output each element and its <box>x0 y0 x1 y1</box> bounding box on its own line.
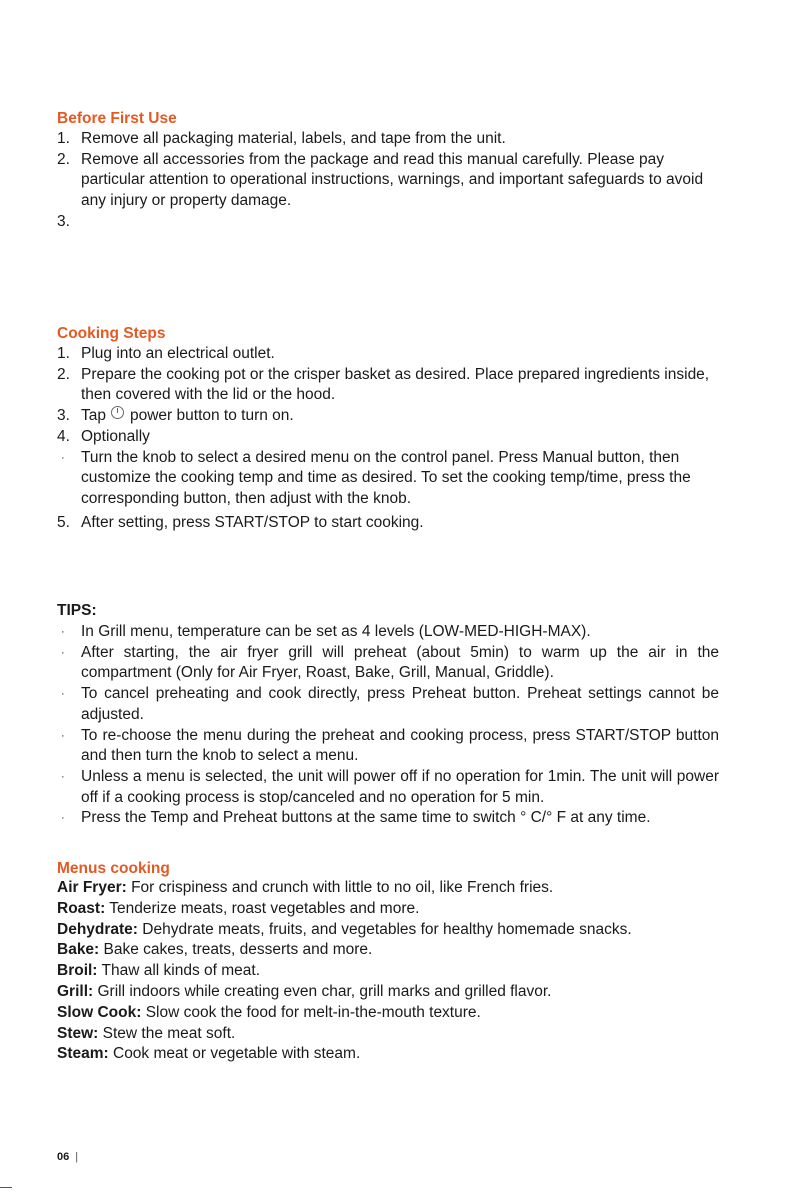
menu-desc: Tenderize meats, roast vegetables and more. <box>105 899 420 917</box>
item-number: 3. <box>57 212 70 230</box>
before-first-use-list <box>57 129 707 233</box>
menu-desc: Dehydrate meats, fruits, and vegetables for healthy homemade snacks. <box>137 920 632 938</box>
menu-desc: For crispiness and crunch with little to no oil, like French fries. <box>126 879 554 896</box>
menu-desc: Thaw all kinds of meat. <box>97 962 261 980</box>
bullet-item <box>57 643 719 684</box>
menu-term: Stew: <box>57 1024 99 1042</box>
item-text: After setting, press START/STOP to start cooking. <box>81 513 424 531</box>
menu-desc: Stew the meat soft. <box>98 1024 236 1042</box>
bullet-item <box>57 622 719 643</box>
power-icon <box>111 406 124 419</box>
menu-entry <box>57 940 757 961</box>
bullet-mark: · <box>61 688 65 701</box>
list-item <box>57 129 707 150</box>
bullet-mark: · <box>61 812 65 825</box>
item-text: To cancel preheating and cook directly, press Preheat button. Preheat settings cannot be adjusted. <box>81 685 719 723</box>
item-text: Optionally <box>81 427 150 445</box>
menu-term: Grill: <box>57 982 94 1000</box>
bullet-item <box>57 726 719 767</box>
bullet-item <box>57 448 715 510</box>
list-item <box>57 150 707 212</box>
item-number: 5. <box>57 513 70 531</box>
bullet-item <box>57 684 719 725</box>
section-heading-menus-cooking: Menus cooking <box>57 860 170 877</box>
list-item <box>57 427 717 448</box>
menu-entry <box>57 982 757 1003</box>
item-number: 3. <box>57 407 70 425</box>
item-text: Remove all accessories from the package and read this manual carefully. Please pay particular attention to operational instructions, warnings, and important safeguards to avoid any injury or property damage. <box>81 150 704 210</box>
tips-list <box>57 622 719 829</box>
bullet-mark: · <box>61 626 65 638</box>
item-number: 4. <box>57 427 70 445</box>
bullet-mark: · <box>61 729 65 742</box>
item-number: 1. <box>57 130 70 147</box>
item-text: Prepare the cooking pot or the crisper basket as desired. Place prepared ingredients inside, then covered with the lid or the hood. <box>81 365 710 404</box>
bullet-mark: · <box>61 646 65 659</box>
item-number: 2. <box>57 365 70 383</box>
menus-cooking-list <box>57 878 757 1065</box>
menu-desc: Slow cook the food for melt-in-the-mouth texture. <box>141 1003 481 1021</box>
item-number: 2. <box>57 150 70 168</box>
menu-desc: Grill indoors while creating even char, grill marks and grilled flavor. <box>93 982 552 1000</box>
menu-term: Air Fryer: <box>57 879 127 896</box>
item-text: Unless a menu is selected, the unit will power off if no operation for 1min. The unit will power off if a cooking process is stop/canceled and no operation for 5 min. <box>81 767 719 806</box>
list-item <box>57 212 707 233</box>
menu-term: Slow Cook: <box>57 1003 142 1021</box>
item-text: Remove all packaging material, labels, and tape from the unit. <box>81 130 506 147</box>
menu-entry <box>57 1003 757 1024</box>
section-heading-before-first-use: Before First Use <box>57 110 177 127</box>
page-number: 06 <box>57 1151 70 1163</box>
item-text-before: Tap <box>81 407 106 425</box>
item-text: Press the Temp and Preheat buttons at the same time to switch ° C/° F at any time. <box>81 809 651 827</box>
list-item <box>57 406 717 427</box>
menu-term: Dehydrate: <box>57 920 138 938</box>
bullet-item <box>57 808 719 829</box>
item-text: Turn the knob to select a desired menu on the control panel. Press Manual button, then customize the cooking temp and time as desired. To set the cooking temp/time, press the corresponding button, then adjust with the knob. <box>81 448 691 507</box>
item-text-after: power button to turn on. <box>130 407 294 425</box>
bullet-mark: · <box>61 451 65 464</box>
section-heading-cooking-steps: Cooking Steps <box>57 325 166 342</box>
page-footer <box>57 1151 78 1163</box>
menu-term: Steam: <box>57 1045 109 1063</box>
crop-mark <box>0 1187 12 1188</box>
item-text: Plug into an electrical outlet. <box>81 345 275 362</box>
bullet-mark: · <box>61 770 65 783</box>
menu-term: Roast: <box>57 899 106 917</box>
bullet-item <box>57 767 719 808</box>
cooking-steps-list <box>57 344 717 533</box>
menu-term: Bake: <box>57 941 100 959</box>
list-item <box>57 344 717 365</box>
item-text: After starting, the air fryer grill will preheat (about 5min) to warm up the air in the compartment (Only for Air Fryer, Roast, Bake, Grill, Manual, Griddle). <box>81 643 719 682</box>
menu-entry <box>57 899 757 920</box>
menu-entry <box>57 920 757 941</box>
menu-entry <box>57 1024 757 1045</box>
item-number: 1. <box>57 345 70 362</box>
menu-entry <box>57 961 757 982</box>
footer-separator: | <box>75 1151 79 1163</box>
menu-entry <box>57 1044 757 1065</box>
list-item <box>57 513 717 534</box>
tips-heading: TIPS: <box>57 602 97 619</box>
item-text: In Grill menu, temperature can be set as 4 levels (LOW-MED-HIGH-MAX). <box>81 623 591 640</box>
menu-desc: Cook meat or vegetable with steam. <box>108 1045 361 1063</box>
item-text: To re-choose the menu during the preheat and cooking process, press START/STOP button and then turn the knob to select a menu. <box>81 726 719 765</box>
menu-desc: Bake cakes, treats, desserts and more. <box>99 941 373 959</box>
list-item <box>57 365 717 406</box>
menu-term: Broil: <box>57 962 98 980</box>
menu-entry <box>57 878 757 899</box>
